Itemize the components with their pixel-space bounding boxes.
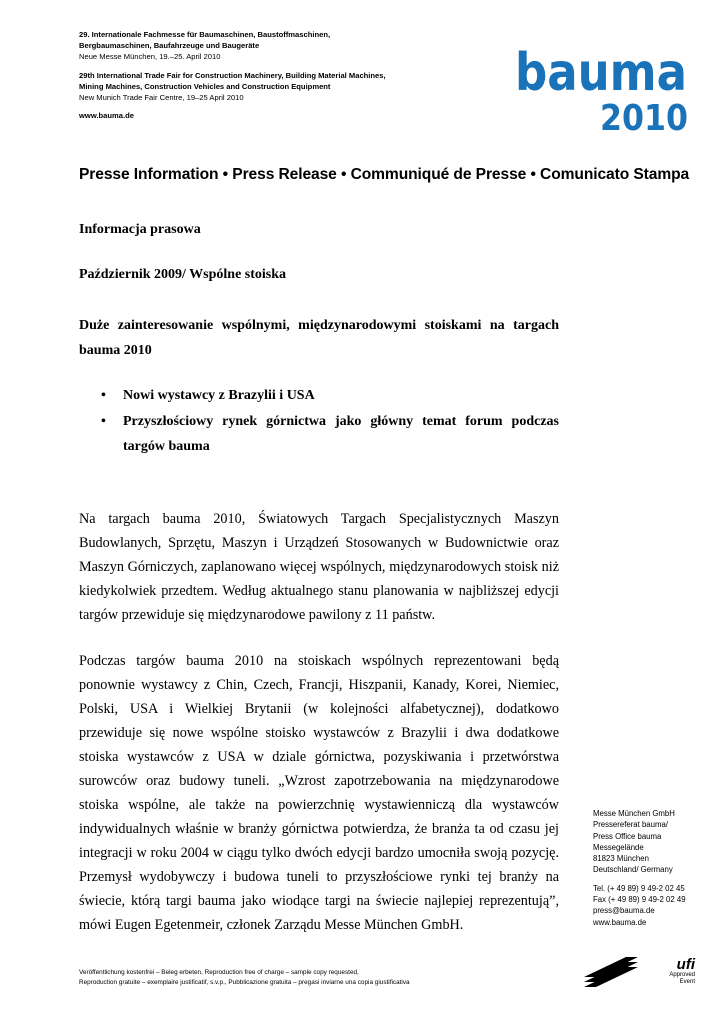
- logo-year: 2010: [600, 98, 688, 137]
- header-en-line1: 29th International Trade Fair for Construction Machinery, Building Material Machines,: [79, 70, 386, 80]
- contact-tel: Tel. (+ 49 89) 9 49-2 02 45: [593, 883, 685, 893]
- ufi-line1: Approved: [669, 972, 695, 978]
- contact-email[interactable]: press@bauma.de: [593, 906, 655, 916]
- header-website[interactable]: www.bauma.de: [79, 111, 134, 121]
- doc-type: Informacja prasowa: [79, 222, 201, 237]
- bullet-icon: •: [101, 414, 106, 429]
- address-line: 81823 München: [593, 854, 649, 864]
- body-paragraph-1: Na targach bauma 2010, Światowych Targach Specjalistycznych Maszyn Budowlanych, Sprzętu, Maszyn i Urządzeń Stosowanych w Budownictwie oraz Maszyn Górniczych, zaplanowano więcej wspólnych, międzynarodowych stoisk niż kiedykolwiek przedtem. Według aktualnego stanu planowania w najbliższej edycji targów przewiduje się międzynarodowe pawilony z 11 państw.: [79, 511, 559, 623]
- ufi-line2: Event: [679, 979, 695, 985]
- address-line: Press Office bauma: [593, 831, 662, 841]
- contact-fax: Fax (+ 49 89) 9 49-2 02 49: [593, 895, 686, 905]
- release-title: Duże zainteresowanie wspólnymi, międzynarodowymi stoiskami na targach bauma 2010: [79, 318, 559, 358]
- contact-website[interactable]: www.bauma.de: [593, 917, 647, 927]
- header-de-line3: Neue Messe München, 19.–25. April 2010: [79, 52, 221, 62]
- ufi-approved-event: [655, 957, 695, 986]
- header-de-line2: Bergbaumaschinen, Baufahrzeuge und Baugeräte: [79, 41, 260, 51]
- messe-muenchen-logo: [584, 957, 640, 989]
- bullet-item: [101, 383, 559, 408]
- header-de-line1: 29. Internationale Fachmesse für Baumaschinen, Baustoffmaschinen,: [79, 30, 331, 39]
- bullet-item: [101, 409, 559, 459]
- date-topic: Październik 2009/ Wspólne stoiska: [79, 267, 287, 282]
- press-release-heading: Presse Information • Press Release • Communiqué de Presse • Comunicato Stampa: [79, 166, 690, 183]
- reproduction-note: [79, 968, 410, 987]
- ufi-mark: ufi: [676, 956, 695, 973]
- header-fair-info: [79, 29, 459, 121]
- bullet-text: Nowi wystawcy z Brazylii i USA: [123, 388, 315, 403]
- footer-line: Veröffentlichung kostenfrei – Beleg erbeten, Reproduction free of charge – sample copy requested,: [79, 969, 359, 976]
- footer-line: Reproduction gratuite – exemplaire justificatif, s.v.p., Pubblicazione gratuita – pregasi inviarne una copia giustificativa: [79, 978, 410, 986]
- bullet-text: Przyszłościowy rynek górnictwa jako główny temat forum podczas targów bauma: [123, 414, 559, 454]
- logo-word: bauma: [515, 43, 687, 103]
- address-line: Pressereferat bauma/: [593, 820, 668, 830]
- sidebar-address: [593, 808, 686, 928]
- header-en-line3: New Munich Trade Fair Centre, 19–25 April 2010: [79, 93, 244, 103]
- address-line: Deutschland/ Germany: [593, 865, 673, 875]
- address-line: Messe München GmbH: [593, 809, 675, 818]
- bullet-icon: •: [101, 388, 106, 403]
- header-en-line2: Mining Machines, Construction Vehicles and Construction Equipment: [79, 81, 331, 91]
- body-paragraph-2: Podczas targów bauma 2010 na stoiskach wspólnych reprezentowani będą ponownie wystawcy z Chin, Czech, Francji, Hiszpanii, Kanady, Korei, Niemiec, Polski, USA i Wielkiej Brytanii (w kolejności alfabetycznej), dodatkowo przewiduje się nowe wspólne stoisko wystawców z Brazylii i dwa dodatkowe stoiska wystawców z USA w dziale górnictwa, pozyskiwania i przetwórstwa surowców oraz budowy tuneli. „Wzrost zapotrzebowania na międzynarodowe stoiska wspólne, ale także na powierzchnię wystawienniczą dla wystawców indywidualnych właśnie w branży górnictwa potwierdza, że branża ta od czasu jej integracji w roku 2004 w ciągu tylko dwóch edycji bardzo umocniła swoją pozycję. Przemysł wydobywczy i budowa tuneli to przyszłościowe rynki tej branży na świecie, którą targi bauma jako wiodące targi na świecie najlepiej reprezentują”, mówi Eugen Egetenmeir, członek Zarządu Messe München GmbH.: [79, 653, 559, 933]
- bauma-2010-logo: [512, 32, 694, 137]
- address-line: Messegelände: [593, 842, 644, 852]
